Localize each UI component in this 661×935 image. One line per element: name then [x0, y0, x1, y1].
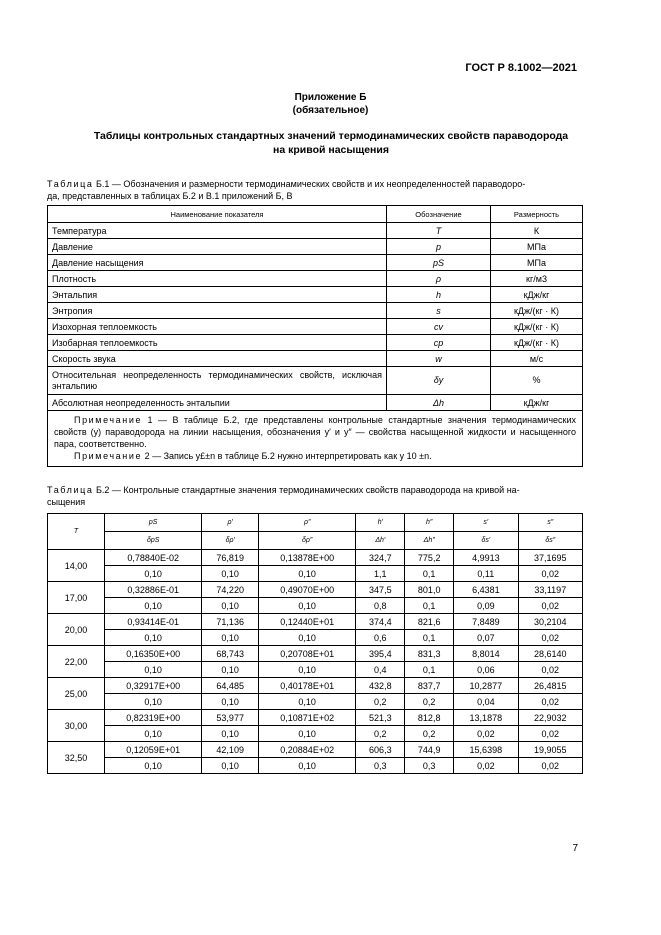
- temperature-cell: 14,00: [48, 550, 105, 582]
- value-cell: 0,20884E+02: [259, 742, 356, 758]
- value-cell: 606,3: [356, 742, 405, 758]
- property-symbol: p: [387, 239, 491, 255]
- uncertainty-cell: 0,10: [202, 566, 259, 582]
- uncertainty-cell: 0,1: [405, 598, 454, 614]
- property-unit: МПа: [491, 239, 583, 255]
- uncertainty-cell: 0,10: [202, 758, 259, 774]
- uncertainty-cell: 0,10: [259, 598, 356, 614]
- uncertainty-cell: 0,3: [405, 758, 454, 774]
- table-row-values: [48, 710, 583, 726]
- header-row-uncertainty: [48, 532, 583, 550]
- value-cell: 15,6398: [454, 742, 518, 758]
- table-row-uncertainty: [48, 566, 583, 582]
- value-cell: 0,16350E+00: [105, 646, 202, 662]
- note-2: Примечание 2 — Запись y£±n в таблице Б.2 нужно интерпретировать как y 10 ±n.: [74, 451, 432, 461]
- uncertainty-cell: 0,10: [105, 694, 202, 710]
- uncertainty-cell: 0,10: [105, 566, 202, 582]
- value-cell: 837,7: [405, 678, 454, 694]
- value-cell: 374,4: [356, 614, 405, 630]
- value-cell: 801,0: [405, 582, 454, 598]
- header-symbol: ρ′: [202, 514, 259, 532]
- header-symbol: ρ″: [259, 514, 356, 532]
- table-row: [48, 223, 583, 239]
- property-symbol: cv: [387, 319, 491, 335]
- property-name: Температура: [48, 223, 387, 239]
- table-row: [48, 395, 583, 411]
- table-row-uncertainty: [48, 694, 583, 710]
- uncertainty-cell: 0,10: [202, 694, 259, 710]
- header-uncertainty: δρ″: [259, 532, 356, 550]
- uncertainty-cell: 0,8: [356, 598, 405, 614]
- table-row: [48, 367, 583, 395]
- table1-caption: Таблица Б.1 — Обозначения и размерности термодинамических свойств и их неопределенностей параводоро- да, представленных в таблицах Б.2 и В.1 приложений Б, В: [47, 179, 526, 201]
- header-uncertainty: δpS: [105, 532, 202, 550]
- uncertainty-cell: 0,04: [454, 694, 518, 710]
- value-cell: 64,485: [202, 678, 259, 694]
- value-cell: 347,5: [356, 582, 405, 598]
- table-row-uncertainty: [48, 726, 583, 742]
- property-unit: кг/м3: [491, 271, 583, 287]
- value-cell: 6,4381: [454, 582, 518, 598]
- value-cell: 0,40178E+01: [259, 678, 356, 694]
- value-cell: 13,1878: [454, 710, 518, 726]
- property-name: Скорость звука: [48, 351, 387, 367]
- header-symbol: s″: [518, 514, 582, 532]
- uncertainty-cell: 1,1: [356, 566, 405, 582]
- table-row: [48, 287, 583, 303]
- value-cell: 68,743: [202, 646, 259, 662]
- temperature-cell: 25,00: [48, 678, 105, 710]
- property-unit: кДж/кг: [491, 287, 583, 303]
- header-symbol: h″: [405, 514, 454, 532]
- uncertainty-cell: 0,10: [259, 758, 356, 774]
- value-cell: 812,8: [405, 710, 454, 726]
- uncertainty-cell: 0,2: [405, 694, 454, 710]
- table-row: [48, 351, 583, 367]
- uncertainty-cell: 0,10: [259, 694, 356, 710]
- uncertainty-cell: 0,10: [105, 630, 202, 646]
- property-symbol: pS: [387, 255, 491, 271]
- value-cell: 30,2104: [518, 614, 582, 630]
- uncertainty-cell: 0,02: [518, 566, 582, 582]
- property-unit: кДж/(кг · К): [491, 335, 583, 351]
- property-unit: м/с: [491, 351, 583, 367]
- value-cell: 0,82319E+00: [105, 710, 202, 726]
- header-uncertainty: δρ′: [202, 532, 259, 550]
- value-cell: 33,1197: [518, 582, 582, 598]
- header-uncertainty: Δh′: [356, 532, 405, 550]
- header-temperature: T: [48, 514, 105, 550]
- property-symbol: Δh: [387, 395, 491, 411]
- value-cell: 0,78840E-02: [105, 550, 202, 566]
- property-name: Давление: [48, 239, 387, 255]
- value-cell: 74,220: [202, 582, 259, 598]
- property-unit: %: [491, 367, 583, 395]
- property-name: Давление насыщения: [48, 255, 387, 271]
- uncertainty-cell: 0,1: [405, 566, 454, 582]
- value-cell: 71,136: [202, 614, 259, 630]
- uncertainty-cell: 0,02: [518, 630, 582, 646]
- uncertainty-cell: 0,10: [202, 630, 259, 646]
- table-row: [48, 255, 583, 271]
- value-cell: 324,7: [356, 550, 405, 566]
- main-title-line2: на кривой насыщения: [273, 144, 389, 156]
- table-row-values: [48, 614, 583, 630]
- header-uncertainty: δs′: [454, 532, 518, 550]
- value-cell: 432,8: [356, 678, 405, 694]
- uncertainty-cell: 0,2: [356, 726, 405, 742]
- appendix-subtitle: (обязательное): [292, 105, 369, 116]
- uncertainty-cell: 0,10: [259, 630, 356, 646]
- table-row: [48, 335, 583, 351]
- temperature-cell: 17,00: [48, 582, 105, 614]
- property-symbol: ρ: [387, 271, 491, 287]
- table-row-values: [48, 678, 583, 694]
- uncertainty-cell: 0,2: [356, 694, 405, 710]
- uncertainty-cell: 0,10: [259, 726, 356, 742]
- value-cell: 831,3: [405, 646, 454, 662]
- note-1: Примечание 1 — В таблице Б.2, где представлены контрольные стандартные значения термодинамических свойств (y) параводорода на линии насыщения, обозначения y′ и y″ — свойства насыщенной жидкости и насыщенного пара, соответственно.: [54, 415, 576, 449]
- header-symbol: Обозначение: [387, 206, 491, 223]
- uncertainty-cell: 0,10: [105, 726, 202, 742]
- uncertainty-cell: 0,11: [454, 566, 518, 582]
- uncertainty-cell: 0,02: [518, 694, 582, 710]
- table-row-values: [48, 550, 583, 566]
- uncertainty-cell: 0,02: [518, 726, 582, 742]
- property-symbol: h: [387, 287, 491, 303]
- table-row: [48, 319, 583, 335]
- uncertainty-cell: 0,06: [454, 662, 518, 678]
- property-unit: кДж/(кг · К): [491, 319, 583, 335]
- value-cell: 0,13878E+00: [259, 550, 356, 566]
- value-cell: 0,20708E+01: [259, 646, 356, 662]
- temperature-cell: 32,50: [48, 742, 105, 774]
- value-cell: 0,12440E+01: [259, 614, 356, 630]
- table-designations: [47, 205, 583, 467]
- property-name: Изобарная теплоемкость: [48, 335, 387, 351]
- uncertainty-cell: 0,02: [518, 662, 582, 678]
- uncertainty-cell: 0,07: [454, 630, 518, 646]
- value-cell: 4,9913: [454, 550, 518, 566]
- table-reference-values: [47, 513, 583, 774]
- page-number: 7: [572, 843, 578, 854]
- property-name: Изохорная теплоемкость: [48, 319, 387, 335]
- notes-cell: [48, 411, 583, 467]
- value-cell: 76,819: [202, 550, 259, 566]
- uncertainty-cell: 0,10: [105, 758, 202, 774]
- table-row-values: [48, 742, 583, 758]
- header-uncertainty: Δh″: [405, 532, 454, 550]
- uncertainty-cell: 0,10: [105, 598, 202, 614]
- value-cell: 28,6140: [518, 646, 582, 662]
- property-symbol: s: [387, 303, 491, 319]
- value-cell: 0,49070E+00: [259, 582, 356, 598]
- table-row-values: [48, 582, 583, 598]
- table-row: [48, 271, 583, 287]
- document-code: ГОСТ Р 8.1002—2021: [465, 62, 577, 74]
- value-cell: 744,9: [405, 742, 454, 758]
- uncertainty-cell: 0,10: [202, 662, 259, 678]
- header-row-symbols: [48, 514, 583, 532]
- value-cell: 53,977: [202, 710, 259, 726]
- property-symbol: w: [387, 351, 491, 367]
- property-name: Относительная неопределенность термодинамических свойств, исключая энтальпию: [48, 367, 387, 395]
- value-cell: 19,9055: [518, 742, 582, 758]
- property-symbol: δy: [387, 367, 491, 395]
- property-unit: кДж/(кг · К): [491, 303, 583, 319]
- value-cell: 26,4815: [518, 678, 582, 694]
- table-row-values: [48, 646, 583, 662]
- uncertainty-cell: 0,1: [405, 630, 454, 646]
- value-cell: 0,12059E+01: [105, 742, 202, 758]
- value-cell: 521,3: [356, 710, 405, 726]
- table-row: [48, 303, 583, 319]
- value-cell: 37,1695: [518, 550, 582, 566]
- property-symbol: cp: [387, 335, 491, 351]
- table-row-uncertainty: [48, 758, 583, 774]
- uncertainty-cell: 0,02: [454, 726, 518, 742]
- property-name: Абсолютная неопределенность энтальпии: [48, 395, 387, 411]
- value-cell: 775,2: [405, 550, 454, 566]
- header-uncertainty: δs″: [518, 532, 582, 550]
- value-cell: 8,8014: [454, 646, 518, 662]
- property-unit: кДж/кг: [491, 395, 583, 411]
- uncertainty-cell: 0,1: [405, 662, 454, 678]
- value-cell: 395,4: [356, 646, 405, 662]
- uncertainty-cell: 0,2: [405, 726, 454, 742]
- uncertainty-cell: 0,10: [202, 726, 259, 742]
- notes-row: [48, 411, 583, 467]
- header-name: Наименование показателя: [48, 206, 387, 223]
- main-title-line1: Таблицы контрольных стандартных значений термодинамических свойств параводорода: [93, 130, 569, 142]
- property-name: Энтропия: [48, 303, 387, 319]
- value-cell: 22,9032: [518, 710, 582, 726]
- table-row-uncertainty: [48, 598, 583, 614]
- value-cell: 0,32886E-01: [105, 582, 202, 598]
- temperature-cell: 22,00: [48, 646, 105, 678]
- header-symbol: h′: [356, 514, 405, 532]
- temperature-cell: 20,00: [48, 614, 105, 646]
- table-row: [48, 239, 583, 255]
- uncertainty-cell: 0,3: [356, 758, 405, 774]
- uncertainty-cell: 0,02: [518, 758, 582, 774]
- uncertainty-cell: 0,6: [356, 630, 405, 646]
- value-cell: 0,93414E-01: [105, 614, 202, 630]
- property-name: Плотность: [48, 271, 387, 287]
- temperature-cell: 30,00: [48, 710, 105, 742]
- header-symbol: s′: [454, 514, 518, 532]
- appendix-title: Приложение Б: [294, 92, 367, 103]
- uncertainty-cell: 0,10: [259, 566, 356, 582]
- table-row-uncertainty: [48, 630, 583, 646]
- property-unit: К: [491, 223, 583, 239]
- uncertainty-cell: 0,09: [454, 598, 518, 614]
- uncertainty-cell: 0,4: [356, 662, 405, 678]
- uncertainty-cell: 0,02: [518, 598, 582, 614]
- value-cell: 821,6: [405, 614, 454, 630]
- uncertainty-cell: 0,02: [454, 758, 518, 774]
- property-name: Энтальпия: [48, 287, 387, 303]
- uncertainty-cell: 0,10: [105, 662, 202, 678]
- value-cell: 0,32917E+00: [105, 678, 202, 694]
- value-cell: 42,109: [202, 742, 259, 758]
- table-row-uncertainty: [48, 662, 583, 678]
- header-symbol: pS: [105, 514, 202, 532]
- value-cell: 7,8489: [454, 614, 518, 630]
- value-cell: 10,2877: [454, 678, 518, 694]
- table2-caption: Таблица Б.2 — Контрольные стандартные значения термодинамических свойств параводорода на кривой на- сыщения: [47, 485, 520, 507]
- property-unit: МПа: [491, 255, 583, 271]
- property-symbol: T: [387, 223, 491, 239]
- uncertainty-cell: 0,10: [202, 598, 259, 614]
- header-unit: Размерность: [491, 206, 583, 223]
- value-cell: 0,10871E+02: [259, 710, 356, 726]
- uncertainty-cell: 0,10: [259, 662, 356, 678]
